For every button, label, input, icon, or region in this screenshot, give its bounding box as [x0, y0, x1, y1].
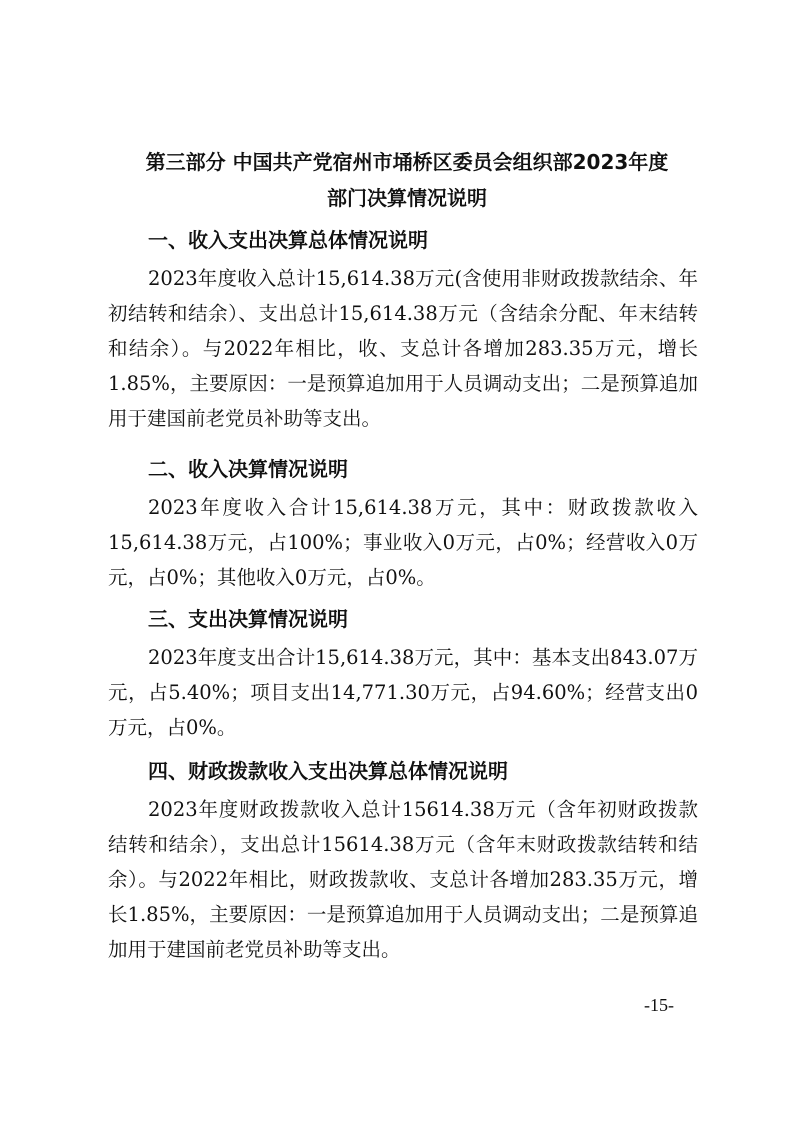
section-body-1: 2023年度收入总计15,614.38万元(含使用非财政拨款结余、年初结转和结余）、支出总计15,614.38万元（含结余分配、年末结转和结余）。与2022年相比，收、支总计各增加283.35万元，增长1.85%，主要原因：一是预算追加用于人员调动支出；二是预算追加用于建国前老党员补助等支出。 — [108, 267, 698, 430]
section-body-2: 2023年度收入合计15,614.38万元，其中：财政拨款收入15,614.38万元，占100%；事业收入0万元，占0%；经营收入0万元，占0%；其他收入0万元，占0%。 — [108, 496, 698, 589]
section-heading-3: 三、支出决算情况说明 — [148, 607, 348, 631]
section-body-4: 2023年度财政拨款收入总计15614.38万元（含年初财政拨款结转和结余），支出总计15614.38万元（含年末财政拨款结转和结余）。与2022年相比，财政拨款收、支总计各增加283.35万元，增长1.85%，主要原因：一是预算追加用于人员调动支出；二是预算追加用于建国前老党员补助等支出。 — [108, 798, 698, 961]
page-title-line2: 部门决算情况说明 — [327, 186, 487, 210]
page-title: 第三部分 中国共产党宿州市埇桥区委员会组织部2023年度 — [145, 150, 669, 174]
section-heading-1: 一、收入支出决算总体情况说明 — [148, 228, 428, 252]
section-heading-2: 二、收入决算情况说明 — [148, 457, 348, 481]
page-number: -15- — [644, 995, 674, 1015]
section-body-3: 2023年度支出合计15,614.38万元，其中：基本支出843.07万元，占5.40%；项目支出14,771.30万元，占94.60%；经营支出0万元，占0%。 — [108, 646, 698, 739]
section-heading-4: 四、财政拨款收入支出决算总体情况说明 — [148, 759, 508, 783]
